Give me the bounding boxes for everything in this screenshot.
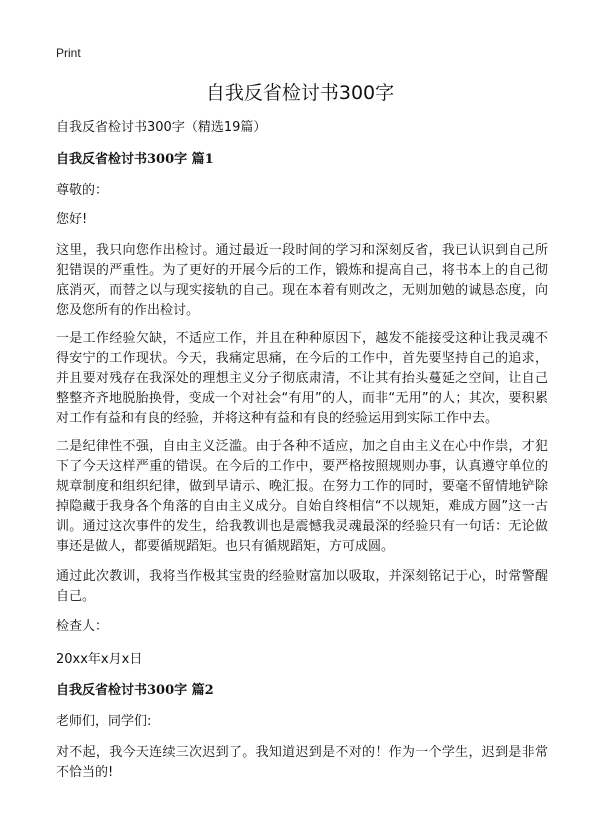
print-label: Print: [56, 46, 81, 60]
section2-salutation: 老师们，同学们:: [56, 714, 152, 729]
section2-paragraph-1: 对不起，我今天连续三次迟到了。我知道迟到是不对的！作为一个学生，迟到是非常不恰当的!: [56, 745, 548, 780]
document-subtitle: 自我反省检讨书300字（精选19篇）: [56, 120, 267, 135]
section1-paragraph-2: 一是工作经验欠缺，不适应工作，并且在种种原因下，越发不能接受这种让我灵魂不得安宁的工作现状。今天，我痛定思痛，在今后的工作中，首先要坚持自己的追求，并且要对残存在我深处的理想主义分子彻底肃清，不让其有抬头蔓延之空间，让自己整整齐齐地脱胎换骨，变成一个对社会“有用”的人，而非“无用”的人；其次，要积累对工作有益和有良的经验，并将这种有益和有良的经验运用到实际工作中去。: [56, 331, 548, 426]
section1-date: 20xx年x月x日: [56, 652, 143, 667]
section1-heading: 自我反省检讨书300字 篇1: [56, 152, 214, 167]
section1-paragraph-4: 通过此次教训，我将当作极其宝贵的经验财富加以吸取，并深刻铭记于心，时常警醒自己。: [56, 569, 548, 604]
section2-heading: 自我反省检讨书300字 篇2: [56, 683, 214, 698]
document-title: 自我反省检讨书300字: [205, 82, 395, 104]
section1-checker: 检查人：: [56, 619, 109, 634]
section1-paragraph-1: 这里，我只向您作出检讨。通过最近一段时间的学习和深刻反省，我已认识到自己所犯错误的严重性。为了更好的开展今后的工作，锻炼和提高自己，将书本上的自己彻底消灭，而替之以与现实接轨的自己。现在本着有则改之，无则加勉的诚恳态度，向您及您所有的作出检讨。: [56, 243, 548, 318]
section1-salutation: 尊敬的：: [56, 183, 109, 198]
section1-greeting: 您好!: [56, 212, 88, 227]
section1-paragraph-3: 二是纪律性不强，自由主义泛滥。由于各种不适应，加之自由主义在心中作祟，才犯下了今天这样严重的错误。在今后的工作中，要严格按照规则办事，认真遵守单位的规章制度和组织纪律，做到早请示、晚汇报。在努力工作的同时，要毫不留情地铲除掉隐藏于我身各个角落的自由主义成分。自始自终相信“不以规矩，难成方圆”这一古训。通过这次事件的发生，给我教训也是震憾我灵魂最深的经验只有一句话：无论做事还是做人，都要循规蹈矩。也只有循规蹈矩，方可成圆。: [56, 439, 548, 554]
